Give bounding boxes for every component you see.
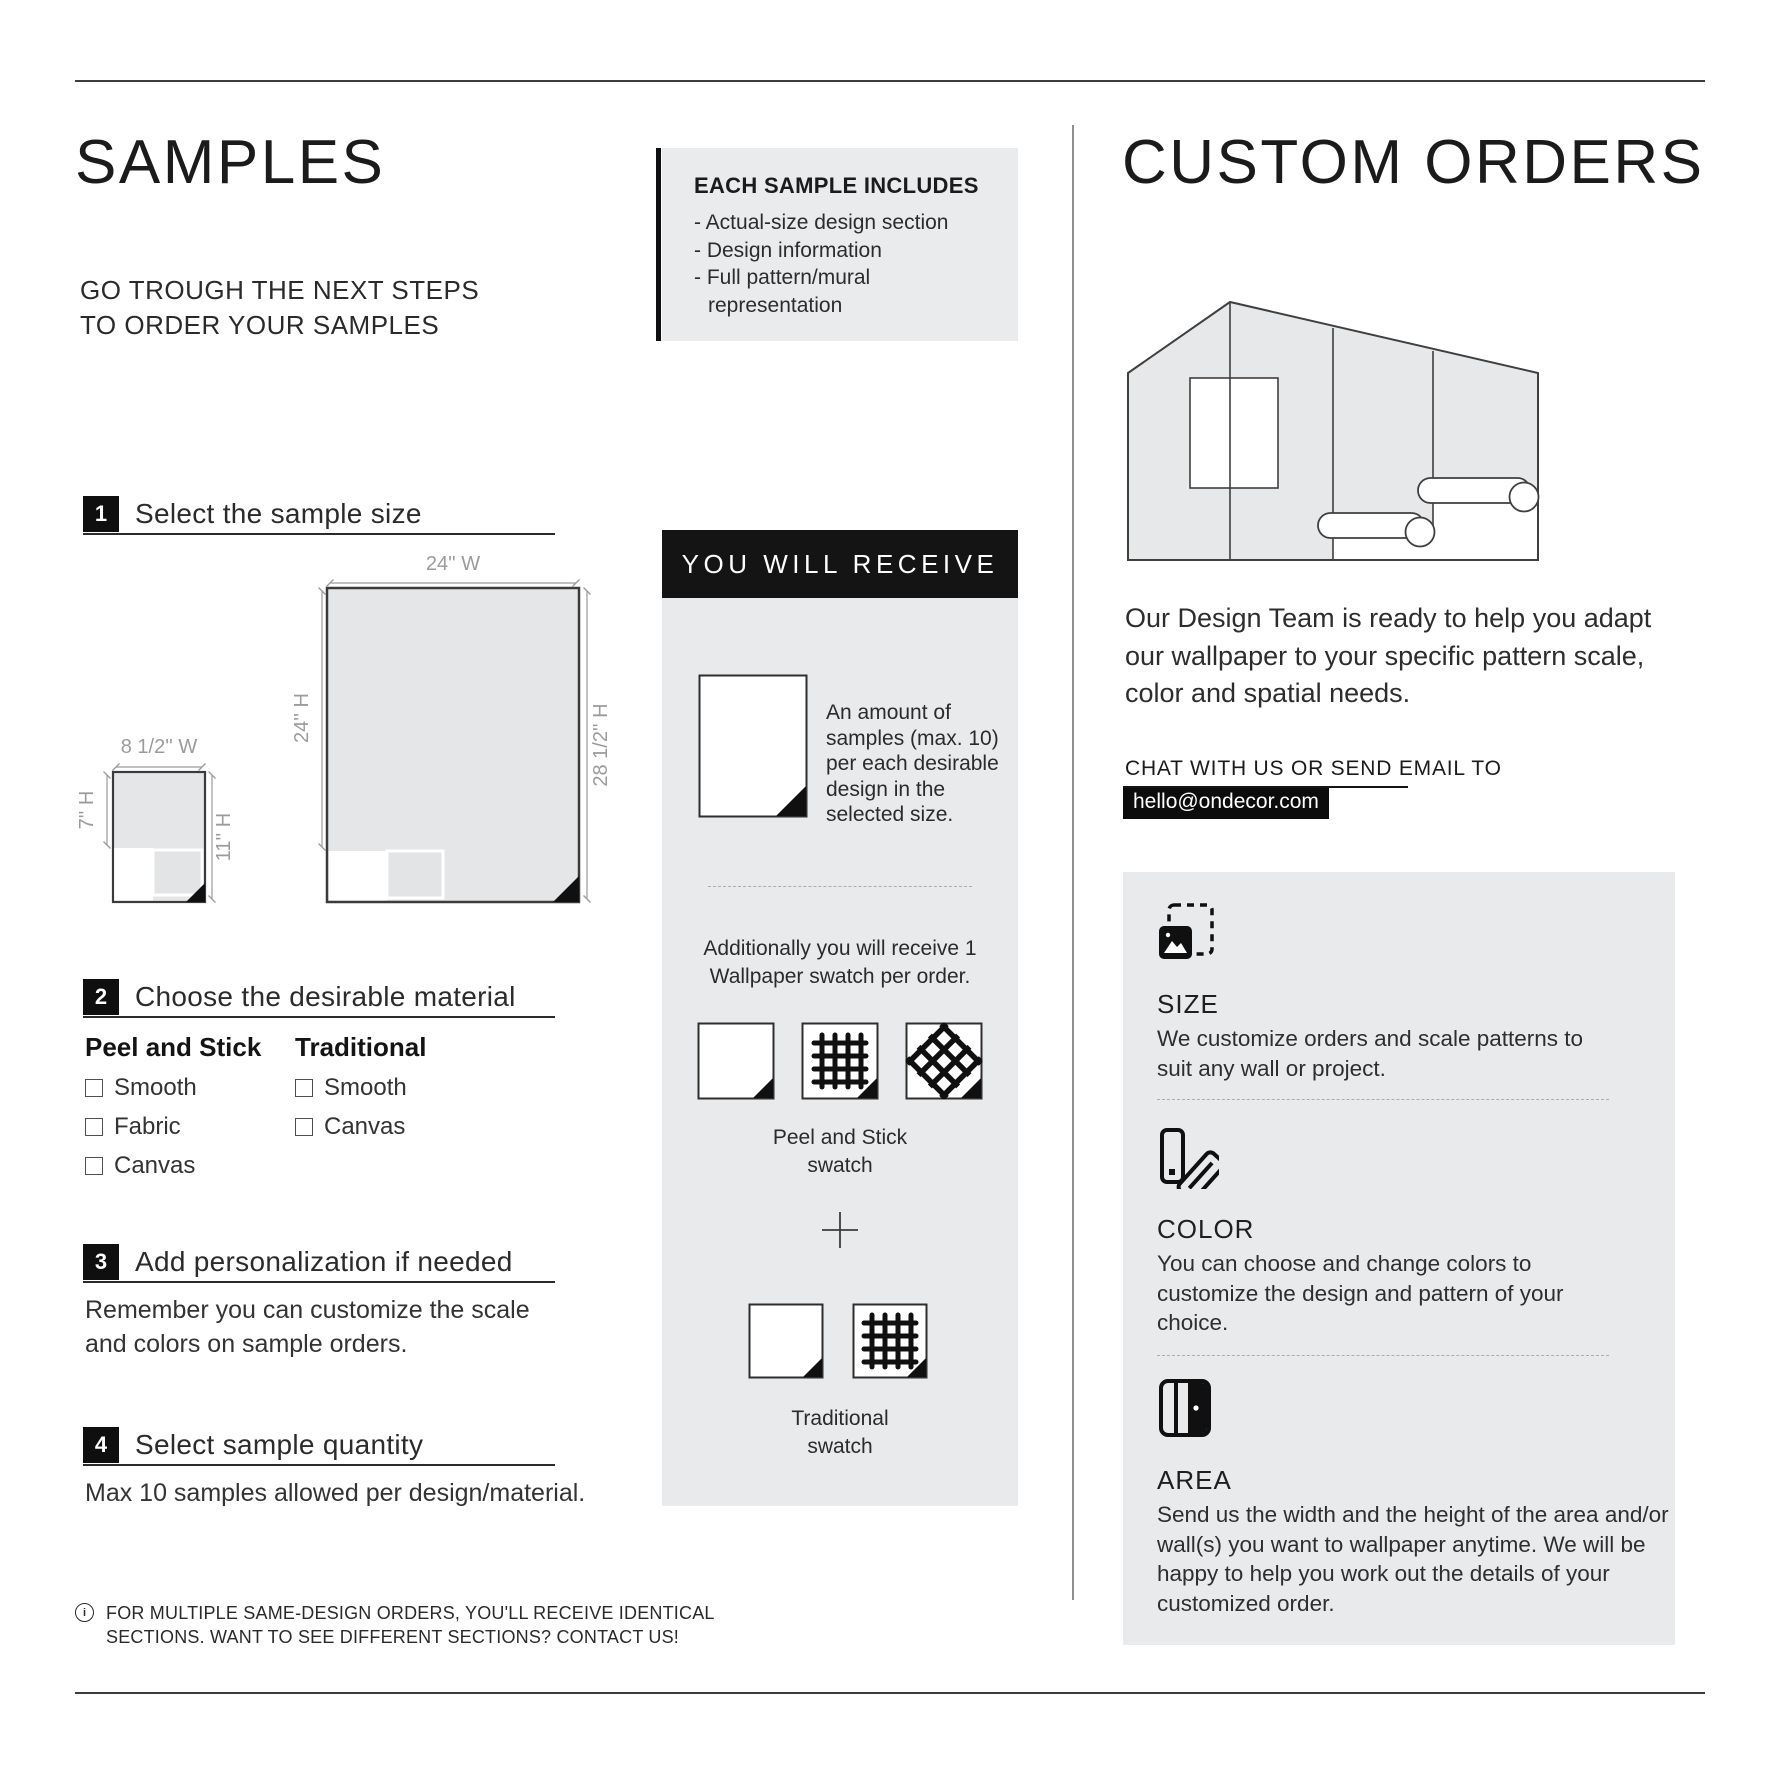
material-option-row <box>85 1074 261 1102</box>
plus-icon <box>820 1210 860 1250</box>
traditional-swatch-label: Traditional swatch <box>791 1407 889 1458</box>
sample-sheet-icon <box>698 674 808 818</box>
material-option-row <box>85 1113 261 1141</box>
wall-door-icon <box>1159 1379 1211 1437</box>
footnote <box>75 1601 751 1649</box>
feature-body-size: We customize orders and scale patterns to suit any wall or project. <box>1157 1026 1584 1081</box>
includes-item: - Actual-size design section <box>694 209 1000 237</box>
material-option-label: Smooth <box>324 1074 407 1101</box>
step-2-header <box>83 979 555 1018</box>
includes-box <box>662 148 1018 341</box>
dashed-divider <box>1157 1099 1609 1100</box>
feature-heading-color: COLOR <box>1157 1214 1255 1244</box>
step-3-body: Remember you can customize the scale and colors on sample orders. <box>85 1296 530 1358</box>
material-column-traditional <box>295 1032 426 1141</box>
includes-item: - Design information <box>694 237 1000 265</box>
material-option-label: Canvas <box>324 1113 406 1140</box>
receive-samples-text: An amount of samples (max. 10) per each desirable design in the selected size. <box>826 701 999 826</box>
feature-body-area: Send us the width and the height of the area and/or wall(s) you want to wallpaper anytime. We will be happy to help you work out the details of your customized order. <box>1157 1502 1669 1616</box>
large-width-label: 24'' W <box>425 553 481 575</box>
step-4-header <box>83 1427 555 1466</box>
feature-heading-area: AREA <box>1157 1465 1232 1495</box>
sample-size-diagram <box>70 540 640 915</box>
step-3-header <box>83 1244 555 1283</box>
small-design-height-label: 7'' H <box>76 790 98 830</box>
plain-swatch-icon <box>697 1022 775 1100</box>
custom-intro: Our Design Team is ready to help you adapt our wallpaper to your specific pattern scale, color and spatial needs. <box>1125 603 1652 708</box>
material-option-label: Canvas <box>114 1152 196 1179</box>
samples-intro <box>80 273 479 343</box>
step-4-title: Select sample quantity <box>135 1429 424 1460</box>
info-icon: i <box>75 1603 94 1622</box>
large-sample-diagram <box>291 553 612 902</box>
material-option-label: Smooth <box>114 1074 197 1101</box>
includes-item: - Full pattern/mural representation <box>694 264 1000 319</box>
material-column-peel <box>85 1032 261 1180</box>
samples-intro-line1: GO TROUGH THE NEXT STEPS <box>80 275 480 305</box>
top-divider <box>75 80 1705 82</box>
grid-swatch-icon <box>852 1303 928 1379</box>
crop-image-icon <box>1157 902 1215 962</box>
email-chip[interactable]: hello@ondecor.com <box>1123 788 1329 819</box>
you-will-receive-banner: YOU WILL RECEIVE <box>662 530 1018 598</box>
feature-body-color: You can choose and change colors to customize the design and pattern of your choice. <box>1157 1251 1564 1335</box>
dashed-divider <box>1157 1355 1609 1356</box>
step-4-number: 4 <box>83 1427 119 1463</box>
small-width-label: 8 1/2'' W <box>120 736 198 758</box>
material-option-row <box>85 1152 261 1180</box>
peel-column-title: Peel and Stick <box>85 1032 262 1062</box>
step-1-header <box>83 496 555 535</box>
house-wallpaper-illustration <box>1110 295 1545 565</box>
step-3-title: Add personalization if needed <box>135 1246 513 1277</box>
lattice-swatch-icon <box>905 1022 983 1100</box>
grid-swatch-icon <box>801 1022 879 1100</box>
you-will-receive-panel <box>662 598 1018 1506</box>
material-option-row <box>295 1074 426 1102</box>
step-2-title: Choose the desirable material <box>135 981 516 1012</box>
chat-label: CHAT WITH US OR SEND EMAIL TO <box>1125 757 1502 780</box>
material-option-label: Fabric <box>114 1113 181 1140</box>
swatch-fan-icon <box>1159 1127 1219 1189</box>
traditional-column-title: Traditional <box>295 1032 427 1062</box>
material-option-row <box>295 1113 426 1141</box>
peel-swatch-label: Peel and Stick swatch <box>772 1126 908 1177</box>
checkbox[interactable] <box>295 1079 313 1097</box>
step-4-body: Max 10 samples allowed per design/material. <box>85 1479 586 1507</box>
plain-swatch-icon <box>748 1303 824 1379</box>
custom-features-panel <box>1123 872 1675 1645</box>
step-1-title: Select the sample size <box>135 498 422 529</box>
includes-accent-bar <box>656 148 661 341</box>
samples-intro-line2: TO ORDER YOUR SAMPLES <box>80 310 440 340</box>
custom-orders-title: CUSTOM ORDERS <box>1122 128 1705 197</box>
checkbox[interactable] <box>295 1118 313 1136</box>
small-sample-diagram <box>76 736 235 902</box>
column-divider <box>1072 125 1074 1600</box>
includes-title: EACH SAMPLE INCLUDES <box>694 173 979 198</box>
bottom-divider <box>75 1692 1705 1694</box>
footnote-text: FOR MULTIPLE SAME-DESIGN ORDERS, YOU'LL RECEIVE IDENTICAL SECTIONS. WANT TO SEE DIFFERENT SECTIONS? CONTACT US! <box>106 1603 714 1647</box>
checkbox[interactable] <box>85 1118 103 1136</box>
checkbox[interactable] <box>85 1157 103 1175</box>
feature-heading-size: SIZE <box>1157 989 1219 1019</box>
large-design-height-label: 24'' H <box>291 693 313 743</box>
small-full-height-label: 11'' H <box>213 812 235 862</box>
peel-swatch-row <box>697 1022 983 1100</box>
receive-additional-text: Additionally you will receive 1 Wallpaper swatch per order. <box>703 937 977 988</box>
samples-title: SAMPLES <box>75 128 386 197</box>
dashed-divider <box>708 886 972 887</box>
window <box>1190 378 1278 488</box>
checkbox[interactable] <box>85 1079 103 1097</box>
traditional-swatch-row <box>748 1303 928 1379</box>
step-2-number: 2 <box>83 979 119 1015</box>
step-3-number: 3 <box>83 1244 119 1280</box>
large-full-height-label: 28 1/2'' H <box>590 703 612 787</box>
step-1-number: 1 <box>83 496 119 532</box>
